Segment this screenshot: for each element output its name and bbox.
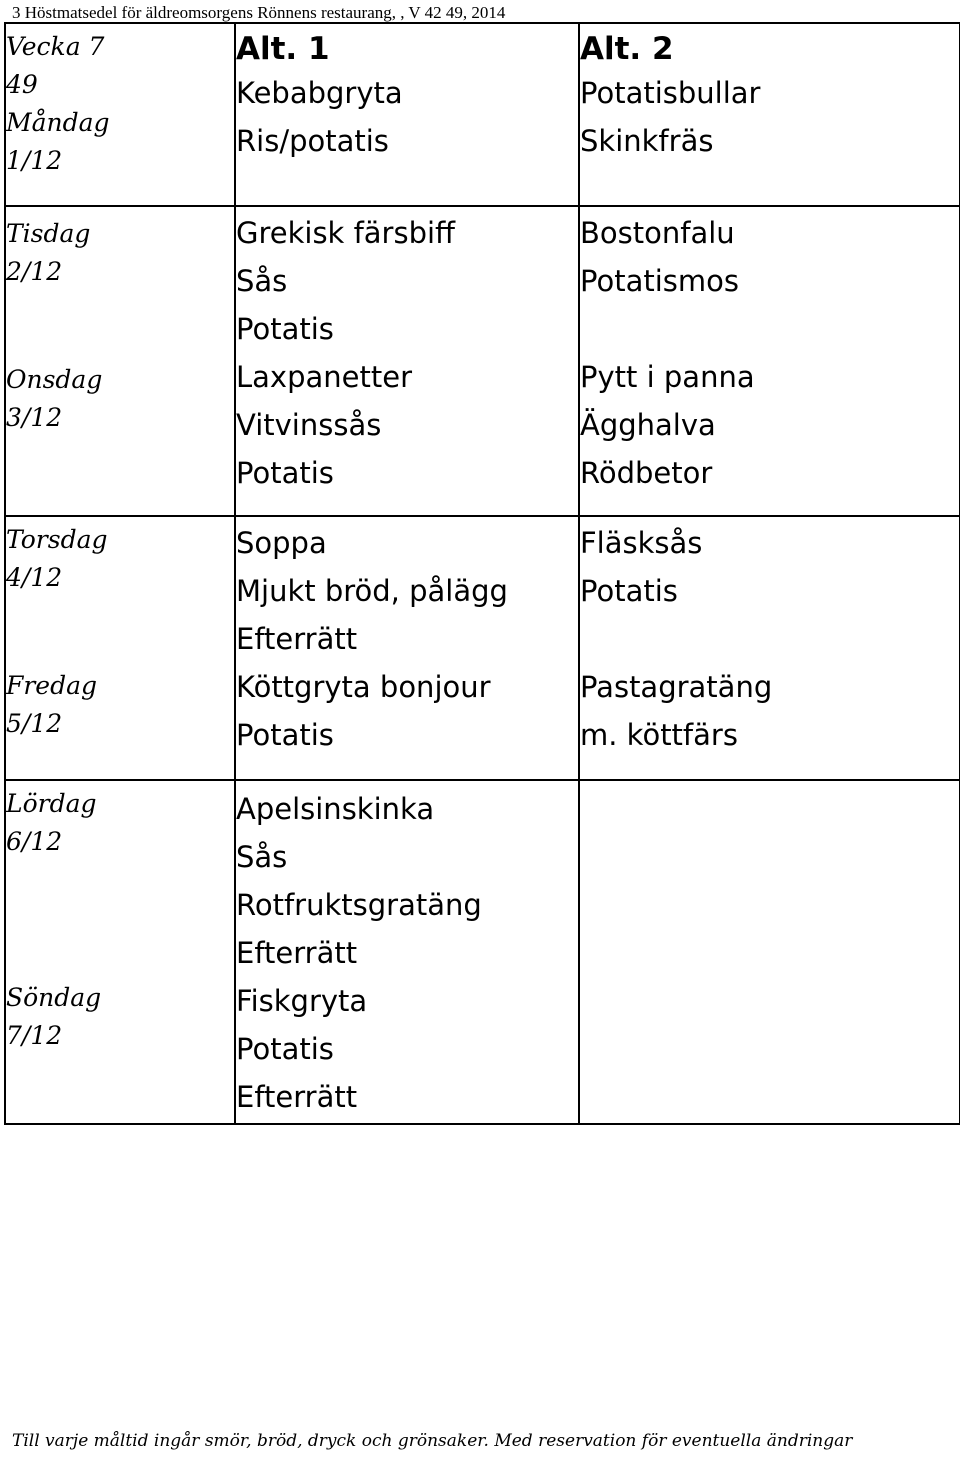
week-number: 49 [6, 70, 38, 99]
week-label: Vecka 7 [6, 32, 105, 61]
dish-line: Pastagratäng [580, 670, 773, 704]
column-header-alt2: Alt. 2 [580, 31, 674, 67]
week-cell [5, 23, 235, 206]
day-cell [5, 516, 235, 780]
day-name: Lördag [6, 789, 97, 818]
dish-line: Mjukt bröd, pålägg [236, 574, 508, 608]
dish-line: Rödbetor [580, 456, 713, 490]
dish-line: Fläsksås [580, 526, 703, 560]
dish-line: Ris/potatis [236, 124, 389, 158]
dish-line: m. köttfärs [580, 718, 738, 752]
day-name: Torsdag [6, 525, 108, 554]
dish-line: Köttgryta bonjour [236, 670, 491, 704]
dish-line: Potatis [236, 312, 334, 346]
document-header: 3 Höstmatsedel för äldreomsorgens Rönnens restaurang, , V 42 49, 2014 [12, 3, 506, 22]
day-date: 4/12 [6, 563, 63, 592]
dish-line: Soppa [236, 526, 327, 560]
menu-table [4, 22, 960, 1125]
day-date: 3/12 [6, 403, 63, 432]
footer-note: Till varje måltid ingår smör, bröd, dryck och grönsaker. Med reservation för eventuella ändringar [12, 1431, 853, 1451]
dish-line: Kebabgryta [236, 76, 403, 110]
dish-line: Grekisk färsbiff [236, 216, 456, 250]
dish-line: Potatis [580, 574, 678, 608]
alt1-cell [235, 23, 579, 206]
dish-line: Potatisbullar [580, 76, 761, 110]
alt2-cell [579, 516, 960, 780]
day-name: Tisdag [6, 219, 91, 248]
dish-line: Potatis [236, 718, 334, 752]
day-name: Fredag [6, 671, 98, 700]
menu-row [5, 780, 960, 1124]
day-date: 5/12 [6, 709, 63, 738]
day-name: Söndag [6, 983, 102, 1012]
dish-line: Potatis [236, 1032, 334, 1066]
alt1-cell [235, 206, 579, 516]
day-date: 7/12 [6, 1021, 63, 1050]
dish-line: Efterrätt [236, 622, 358, 656]
alt2-cell [579, 206, 960, 516]
dish-line: Rotfruktsgratäng [236, 888, 482, 922]
dish-line: Potatis [236, 456, 334, 490]
dish-line: Laxpanetter [236, 360, 412, 394]
menu-row [5, 206, 960, 516]
alt1-cell [235, 516, 579, 780]
dish-line: Skinkfräs [580, 124, 714, 158]
day-name: Måndag [6, 108, 110, 137]
day-date: 2/12 [6, 257, 63, 286]
day-cell [5, 206, 235, 516]
dish-line: Sås [236, 840, 288, 874]
alt2-cell [579, 23, 960, 206]
day-cell [5, 780, 235, 1124]
dish-line: Pytt i panna [580, 360, 755, 394]
dish-line: Fiskgryta [236, 984, 368, 1018]
header-row [5, 23, 960, 206]
dish-line: Efterrätt [236, 1080, 358, 1114]
day-date: 1/12 [6, 146, 63, 175]
alt1-cell [235, 780, 579, 1124]
menu-row [5, 516, 960, 780]
alt2-cell [579, 780, 960, 1124]
dish-line: Bostonfalu [580, 216, 735, 250]
dish-line: Efterrätt [236, 936, 358, 970]
day-date: 6/12 [6, 827, 63, 856]
column-header-alt1: Alt. 1 [236, 31, 330, 67]
dish-line: Vitvinssås [236, 408, 382, 442]
dish-line: Sås [236, 264, 288, 298]
dish-line: Potatismos [580, 264, 739, 298]
dish-line: Apelsinskinka [236, 792, 435, 826]
dish-line: Ägghalva [580, 408, 716, 442]
day-name: Onsdag [6, 365, 103, 394]
